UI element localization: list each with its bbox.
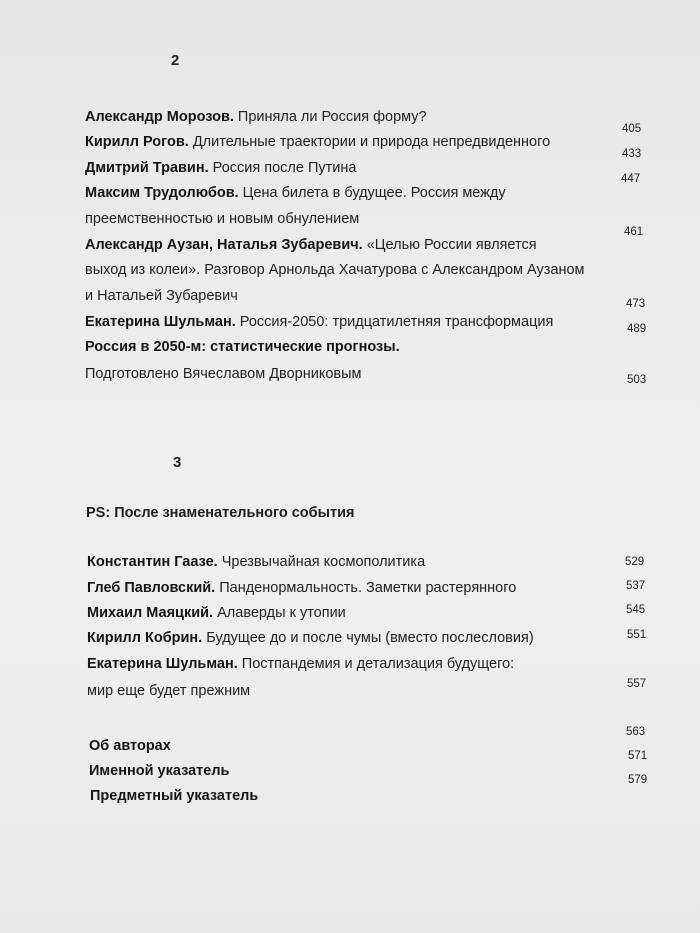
toc-entry xyxy=(85,185,506,201)
toc-entry xyxy=(87,605,346,621)
toc-title: Подготовлено Вячеславом Дворниковым xyxy=(85,366,362,382)
toc-author: Кирилл Кобрин. xyxy=(87,630,203,646)
toc-title: Алаверды к утопии xyxy=(213,605,346,621)
toc-author: Константин Гаазе. xyxy=(87,554,218,570)
toc-entry-continued xyxy=(85,288,238,304)
toc-title: Длительные траектории и природа непредвиденного xyxy=(188,134,551,150)
toc-entry-subject-index xyxy=(90,788,258,804)
page-number: 433 xyxy=(622,148,642,160)
toc-author: Именной указатель xyxy=(89,763,230,779)
toc-title: Приняла ли Россия форму? xyxy=(233,109,427,125)
toc-entry xyxy=(87,656,514,672)
toc-author: Александр Морозов. xyxy=(85,109,234,125)
toc-title: преемственностью и новым обнулением xyxy=(85,211,360,227)
page-number: 461 xyxy=(624,226,644,238)
toc-entry-continued xyxy=(85,366,362,382)
toc-author: Кирилл Рогов. xyxy=(85,134,189,150)
page-number: 563 xyxy=(626,726,646,738)
toc-entry xyxy=(87,554,425,570)
toc-entry-continued xyxy=(87,683,250,699)
toc-entry xyxy=(85,314,553,330)
toc-author: Александр Аузан, Наталья Зубаревич. xyxy=(85,237,363,253)
page-number: 545 xyxy=(626,604,646,616)
toc-entry xyxy=(85,160,356,176)
toc-entry xyxy=(85,339,400,355)
toc-entry-name-index xyxy=(89,763,229,779)
toc-entry-continued xyxy=(85,262,585,278)
page-number: 489 xyxy=(627,323,647,335)
toc-entry xyxy=(87,630,534,646)
toc-title: Цена билета в будущее. Россия между xyxy=(238,185,506,201)
page-number: 529 xyxy=(625,556,645,568)
toc-entry-about-authors xyxy=(89,738,171,754)
toc-title: и Натальей Зубаревич xyxy=(85,288,238,304)
toc-title: выход из колеи». Разговор Арнольда Хачатурова с Александром Аузаном xyxy=(85,262,585,278)
toc-title: Панденормальность. Заметки растерянного xyxy=(215,580,517,596)
page-number: 473 xyxy=(626,298,646,310)
page-number: 405 xyxy=(622,123,642,135)
toc-author: Об авторах xyxy=(89,738,171,754)
toc-author: Предметный указатель xyxy=(90,788,259,804)
toc-author: Екатерина Шульман. xyxy=(85,314,236,330)
toc-entry xyxy=(85,134,550,150)
toc-title: Россия после Путина xyxy=(208,160,357,176)
page-number: 503 xyxy=(627,374,647,386)
toc-title: Будущее до и после чумы (вместо послесловия) xyxy=(202,630,534,646)
toc-author: Михаил Маяцкий. xyxy=(87,605,214,621)
page-number: 537 xyxy=(626,580,646,592)
toc-title: Чрезвычайная космополитика xyxy=(217,554,426,570)
toc-title: Постпандемия и детализация будущего: xyxy=(237,656,515,672)
toc-author: Дмитрий Травин. xyxy=(85,160,209,176)
page-number: 571 xyxy=(628,750,648,762)
section-number: 2 xyxy=(171,52,180,69)
page-number: 579 xyxy=(628,774,648,786)
toc-author: Россия в 2050-м: статистические прогнозы. xyxy=(85,339,400,355)
toc-title: «Целью России является xyxy=(362,237,537,253)
section-number: 3 xyxy=(173,454,182,471)
page-number: 447 xyxy=(621,173,641,185)
toc-author: Глеб Павловский. xyxy=(87,580,216,596)
toc-title: мир еще будет прежним xyxy=(87,683,251,699)
toc-entry xyxy=(85,109,427,125)
section-title: PS: После знаменательного события xyxy=(86,505,355,521)
page-number: 557 xyxy=(627,678,647,690)
toc-entry xyxy=(85,237,537,253)
toc-title: Россия-2050: тридцатилетняя трансформация xyxy=(235,314,554,330)
toc-entry xyxy=(87,580,516,596)
toc-author: Екатерина Шульман. xyxy=(87,656,238,672)
toc-author: Максим Трудолюбов. xyxy=(85,185,239,201)
toc-entry-continued xyxy=(85,211,359,227)
page-number: 551 xyxy=(627,629,647,641)
